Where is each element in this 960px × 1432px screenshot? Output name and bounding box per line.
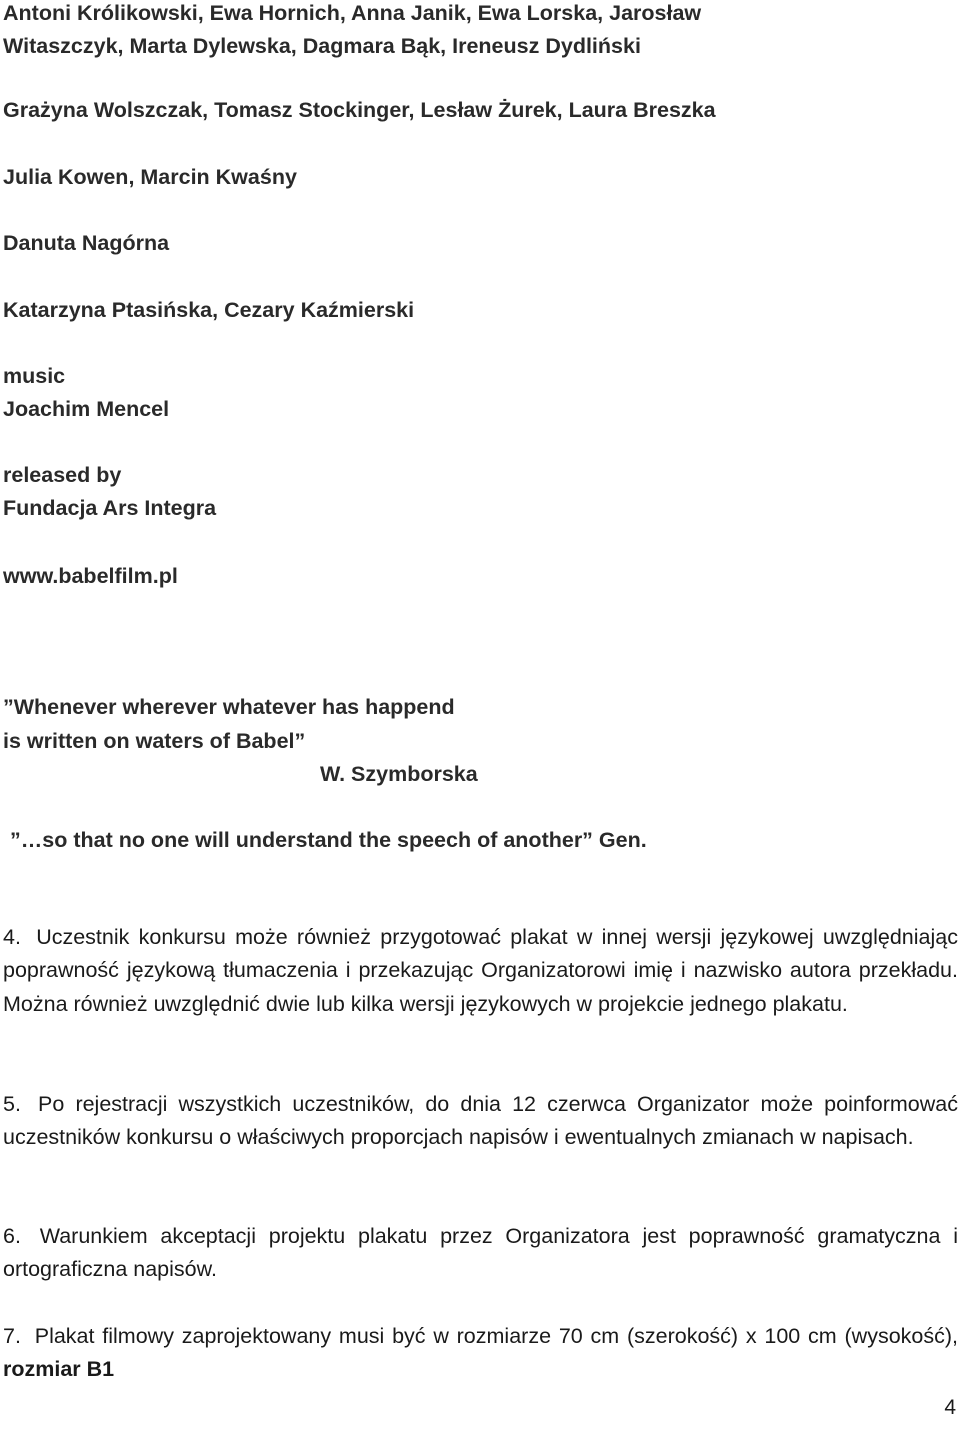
cast-line: Witaszczyk, Marta Dylewska, Dagmara Bąk, Ireneusz Dydliński — [3, 34, 641, 58]
rule-number: 6. — [3, 1224, 21, 1248]
rule-paragraph — [3, 1320, 958, 1387]
rule-paragraph — [3, 1088, 958, 1155]
released-label: released by — [3, 463, 122, 487]
rule-paragraph — [3, 1220, 958, 1287]
rule-number: 5. — [3, 1092, 21, 1116]
quote-line: ”…so that no one will understand the speech of another” Gen. — [10, 828, 647, 852]
rule-text: Uczestnik konkursu może również przygotować plakat w innej wersji językowej uwzględniając poprawność językową tłumaczenia i przekazując Organizatorowi imię i nazwisko autora przekładu. Można również uwzględnić dwie lub kilka wersji językowych w projekcie jednego plakatu. — [3, 925, 958, 1016]
rule-bold-suffix: rozmiar B1 — [3, 1357, 115, 1382]
rule-text: Plakat filmowy zaprojektowany musi być w rozmiarze 70 cm (szerokość) x 100 cm (wysokość), — [34, 1324, 958, 1348]
rule-paragraph — [3, 921, 958, 1021]
released-name: Fundacja Ars Integra — [3, 496, 217, 520]
music-name: Joachim Mencel — [3, 397, 170, 421]
page-number: 4 — [944, 1396, 956, 1419]
cast-line: Grażyna Wolszczak, Tomasz Stockinger, Lesław Żurek, Laura Breszka — [3, 98, 716, 122]
rule-number: 7. — [3, 1324, 21, 1348]
rule-number: 4. — [3, 925, 21, 949]
cast-line: Antoni Królikowski, Ewa Hornich, Anna Janik, Ewa Lorska, Jarosław — [3, 1, 702, 25]
quote-line: ”Whenever wherever whatever has happend — [3, 695, 455, 719]
cast-line: Danuta Nagórna — [3, 231, 170, 255]
website-link[interactable]: www.babelfilm.pl — [3, 564, 178, 588]
rule-text: Warunkiem akceptacji projektu plakatu przez Organizatora jest poprawność gramatyczna i ortograficzna napisów. — [3, 1224, 958, 1282]
music-label: music — [3, 364, 66, 388]
rule-text: Po rejestracji wszystkich uczestników, do dnia 12 czerwca Organizator może poinformować uczestników konkursu o właściwych proporcjach napisów i ewentualnych zmianach w napisach. — [3, 1092, 958, 1150]
quote-line: is written on waters of Babel” — [3, 729, 306, 753]
cast-line: Julia Kowen, Marcin Kwaśny — [3, 165, 297, 189]
quote-author: W. Szymborska — [320, 762, 478, 786]
cast-line: Katarzyna Ptasińska, Cezary Kaźmierski — [3, 298, 415, 322]
